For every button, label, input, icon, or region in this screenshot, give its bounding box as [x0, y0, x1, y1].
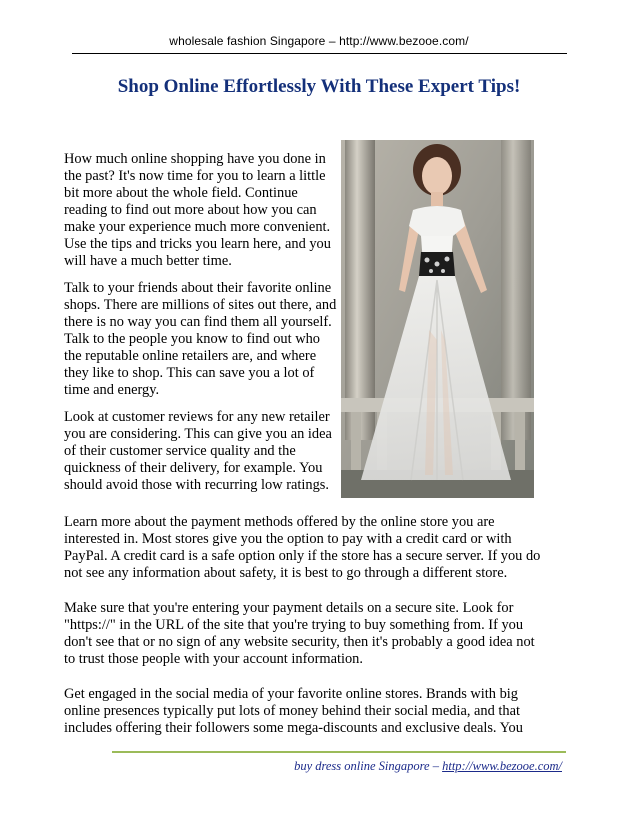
paragraph-social-media: Get engaged in the social media of your favorite online stores. Brands with big online presences typically put lots of money behind their social media, and that includes offering their followers some mega-discounts and exclusive deals. You [64, 686, 523, 736]
paragraph-payment: Learn more about the payment methods offered by the online store you are interested in. Most stores give you the option to pay with a credit card or with PayPal. A credit card is a safe option only if the store has a secure server. If you do not see any information about safety, it is best to go through a different store. [64, 514, 541, 581]
paragraph-friends: Talk to your friends about their favorite online shops. There are millions of sites out there, and there is no way you can find them all yourself. Talk to the people you know to find out who the reputable online retailers are, and where they like to shop. This can save you a lot of time and energy. [64, 280, 337, 398]
running-footer [294, 759, 562, 774]
footer-link[interactable]: http://www.bezooe.com/ [442, 759, 562, 773]
page-title: Shop Online Effortlessly With These Expert Tips! [117, 76, 521, 97]
dress-illustration [341, 140, 534, 498]
paragraph-intro: How much online shopping have you done in the past? It's now time for you to learn a little bit more about the whole field. Continue reading to find out more about how you can make your experience much more convenient. Use the tips and tricks you learn here, and you will have a much better time. [64, 151, 331, 269]
paragraph-secure-site: Make sure that you're entering your payment details on a secure site. Look for "https://" in the URL of the site that you're trying to buy something from. If you don't see that or no sign of any website security, then it's probably a good idea not to trust those people with your account information. [64, 600, 535, 667]
running-header: wholesale fashion Singapore – http://www.bezooe.com/ [169, 34, 469, 48]
footer-divider [112, 751, 566, 753]
header-divider [72, 53, 567, 54]
dress-photo [341, 140, 534, 498]
footer-label: buy dress online Singapore – [294, 759, 443, 773]
paragraph-reviews: Look at customer reviews for any new retailer you are considering. This can give you an idea of their customer service quality and the quickness of their delivery, for example. You should avoid those with recurring low ratings. [64, 409, 332, 493]
